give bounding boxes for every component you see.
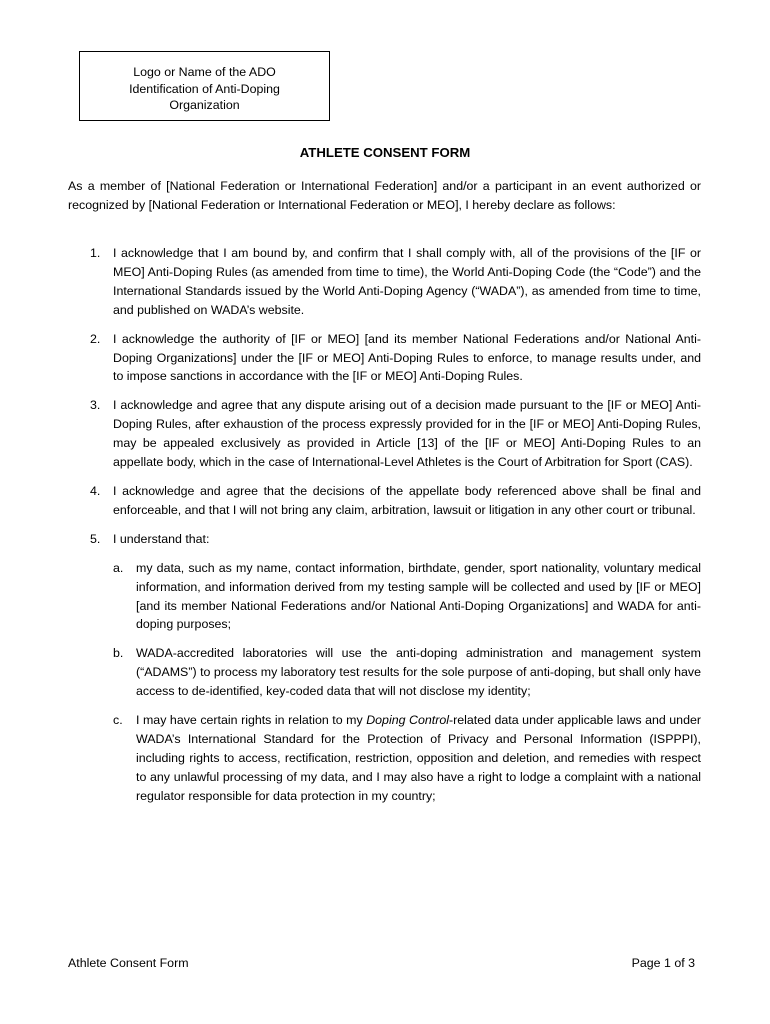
- list-item-number: 1.: [90, 246, 101, 260]
- sublist-item: [113, 644, 701, 701]
- logo-line-1: Logo or Name of the ADO: [133, 65, 276, 79]
- sublist-item: [113, 559, 701, 635]
- list-item-text: I understand that:: [113, 531, 210, 546]
- sublist-item-text-end: -related data under applicable laws and under WADA’s International Standard for the Protection of Privacy and Personal Information (ISPPPI), including rights to access, rectification, restriction, opposition and deletion, and remedies with respect to any unlawful processing of my data, and I may also have a right to lodge a complaint with a national regulator responsible for data protection in my country;: [136, 713, 701, 803]
- list-item-text: I acknowledge and agree that the decisions of the appellate body referenced above shall be final and enforceable, and that I will not bring any claim, arbitration, lawsuit or litigation in any other court or tribunal.: [113, 483, 701, 517]
- sublist-item-text: my data, such as my name, contact information, birthdate, gender, sport nationality, voluntary medical information, and information derived from my testing sample will be collected and used by [IF or MEO] [and its member National Federations and/or National Anti-Doping Organizations] and WADA for anti-doping purposes;: [136, 560, 701, 632]
- list-item: [68, 482, 701, 520]
- list-item-number: 4.: [90, 483, 101, 498]
- sublist-item-text: WADA-accredited laboratories will use the anti-doping administration and management system (“ADAMS”) to process my laboratory test results for the sole purpose of anti-doping, but shall only have access to de-identified, key-coded data that will not disclose my identity;: [136, 646, 701, 699]
- doping-control-term: Doping Control: [366, 713, 449, 728]
- logo-placeholder-box: [79, 51, 330, 121]
- list-item-number: 3.: [90, 398, 101, 413]
- form-title: ATHLETE CONSENT FORM: [299, 145, 471, 160]
- understanding-sublist: [113, 559, 701, 806]
- logo-line-2: Identification of Anti-Doping: [129, 81, 280, 96]
- list-item-text: I acknowledge that I am bound by, and confirm that I shall comply with, all of the provisions of the [IF or MEO] Anti-Doping Rules (as amended from time to time), the World Anti-Doping Code (the “Code”) and the International Standards issued by the World Anti-Doping Agency (“WADA”), as amended from time to time, and published on WADA’s website.: [113, 246, 701, 317]
- list-item: [68, 244, 701, 320]
- logo-line-3: Organization: [169, 98, 240, 113]
- list-item-text: I acknowledge and agree that any dispute arising out of a decision made pursuant to the [IF or MEO] Anti-Doping Rules, after exhaustion of the process expressly provided for in the [IF or MEO] Anti-Doping Rules, may be appealed exclusively as provided in Article [13] of the [IF or MEO] Anti-Doping Rules to an appellate body, which in the case of International-Level Athletes is the Court of Arbitration for Sport (CAS).: [113, 398, 701, 470]
- footer-page-number: Page 1 of 3: [631, 956, 695, 970]
- list-item-number: 5.: [90, 531, 101, 546]
- sublist-item-label: b.: [113, 646, 124, 661]
- list-item: [68, 530, 701, 806]
- sublist-item-text-start: I may have certain rights in relation to my: [136, 713, 367, 728]
- list-item-text: I acknowledge the authority of [IF or MEO] [and its member National Federations and/or National Anti-Doping Organizations] under the [IF or MEO] Anti-Doping Rules to enforce, to manage results under, and to impose sanctions in accordance with the [IF or MEO] Anti-Doping Rules.: [113, 331, 701, 384]
- declaration-list: [68, 244, 701, 816]
- footer-document-name: Athlete Consent Form: [68, 956, 189, 970]
- list-item: [68, 396, 701, 472]
- sublist-item-label: c.: [113, 713, 123, 728]
- sublist-item: [113, 711, 701, 806]
- list-item: [68, 330, 701, 387]
- list-item-number: 2.: [90, 331, 101, 346]
- intro-paragraph: As a member of [National Federation or International Federation] and/or a participant in an event authorized or recognized by [National Federation or International Federation or MEO], I hereby declare as follows:: [68, 179, 701, 212]
- sublist-item-label: a.: [113, 560, 124, 575]
